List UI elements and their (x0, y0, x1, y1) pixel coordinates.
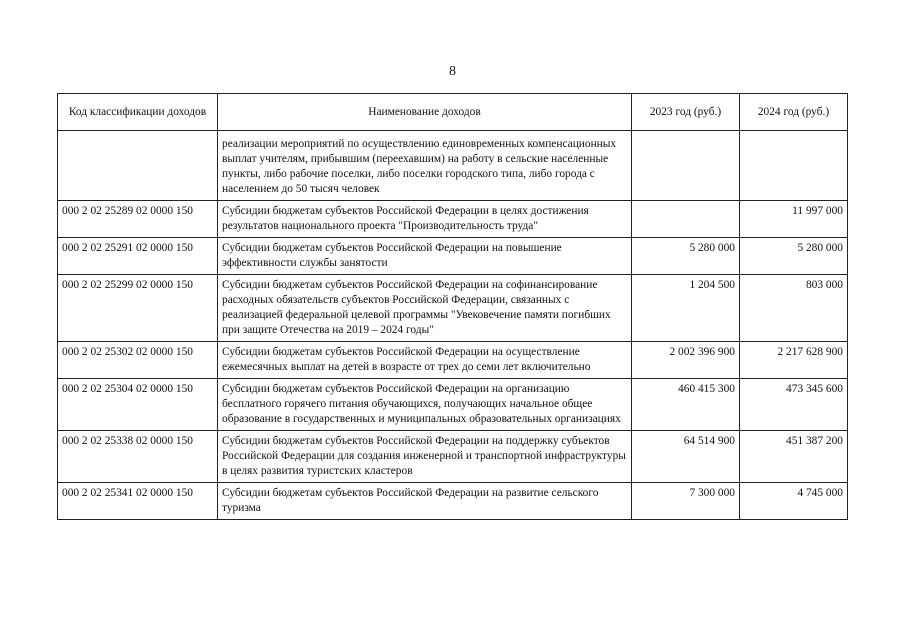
header-code: Код классификации доходов (58, 94, 218, 131)
cell-2024: 451 387 200 (740, 431, 848, 483)
cell-2023: 2 002 396 900 (632, 342, 740, 379)
cell-2023: 7 300 000 (632, 483, 740, 520)
header-name: Наименование доходов (218, 94, 632, 131)
cell-code: 000 2 02 25291 02 0000 150 (58, 238, 218, 275)
cell-name: Субсидии бюджетам субъектов Российской Федерации на повышение эффективности службы занятости (218, 238, 632, 275)
table-row (58, 201, 848, 238)
table-row (58, 379, 848, 431)
cell-name: Субсидии бюджетам субъектов Российской Федерации на развитие сельского туризма (218, 483, 632, 520)
cell-2024: 11 997 000 (740, 201, 848, 238)
cell-2023: 64 514 900 (632, 431, 740, 483)
table-row (58, 131, 848, 201)
cell-2024: 2 217 628 900 (740, 342, 848, 379)
page-number: 8 (449, 64, 456, 79)
cell-2023: 460 415 300 (632, 379, 740, 431)
cell-2023 (632, 131, 740, 201)
cell-code: 000 2 02 25302 02 0000 150 (58, 342, 218, 379)
cell-code: 000 2 02 25338 02 0000 150 (58, 431, 218, 483)
header-2024: 2024 год (руб.) (740, 94, 848, 131)
cell-code: 000 2 02 25341 02 0000 150 (58, 483, 218, 520)
cell-2024: 4 745 000 (740, 483, 848, 520)
cell-name: Субсидии бюджетам субъектов Российской Федерации на софинансирование расходных обязательств субъектов Российской Федерации, связанных с реализацией федеральной целевой программы "Увековечение памяти погибших при защите Отечества на 2019 – 2024 годы" (218, 275, 632, 342)
cell-2024: 803 000 (740, 275, 848, 342)
cell-code: 000 2 02 25289 02 0000 150 (58, 201, 218, 238)
cell-code (58, 131, 218, 201)
cell-name: реализации мероприятий по осуществлению единовременных компенсационных выплат учителям, прибывшим (переехавшим) на работу в сельские населенные пункты, либо рабочие поселки, либо поселки городского типа, либо города с населением до 50 тысяч человек (218, 131, 632, 201)
table-row (58, 238, 848, 275)
table-row (58, 483, 848, 520)
cell-2023 (632, 201, 740, 238)
table-row (58, 342, 848, 379)
cell-name: Субсидии бюджетам субъектов Российской Федерации на поддержку субъектов Российской Федерации для создания инженерной и транспортной инфраструктуры в целях развития туристских кластеров (218, 431, 632, 483)
table-row (58, 431, 848, 483)
table-row (58, 275, 848, 342)
table-header-row (58, 94, 848, 131)
cell-name: Субсидии бюджетам субъектов Российской Федерации на организацию бесплатного горячего питания обучающихся, получающих начальное общее образование в государственных и муниципальных образовательных организациях (218, 379, 632, 431)
cell-2024: 473 345 600 (740, 379, 848, 431)
cell-2024 (740, 131, 848, 201)
header-2023: 2023 год (руб.) (632, 94, 740, 131)
cell-2023: 5 280 000 (632, 238, 740, 275)
cell-2023: 1 204 500 (632, 275, 740, 342)
cell-name: Субсидии бюджетам субъектов Российской Федерации на осуществление ежемесячных выплат на детей в возрасте от трех до семи лет включительно (218, 342, 632, 379)
cell-2024: 5 280 000 (740, 238, 848, 275)
income-table (57, 93, 848, 520)
cell-code: 000 2 02 25299 02 0000 150 (58, 275, 218, 342)
cell-name: Субсидии бюджетам субъектов Российской Федерации в целях достижения результатов национального проекта "Производительность труда" (218, 201, 632, 238)
cell-code: 000 2 02 25304 02 0000 150 (58, 379, 218, 431)
